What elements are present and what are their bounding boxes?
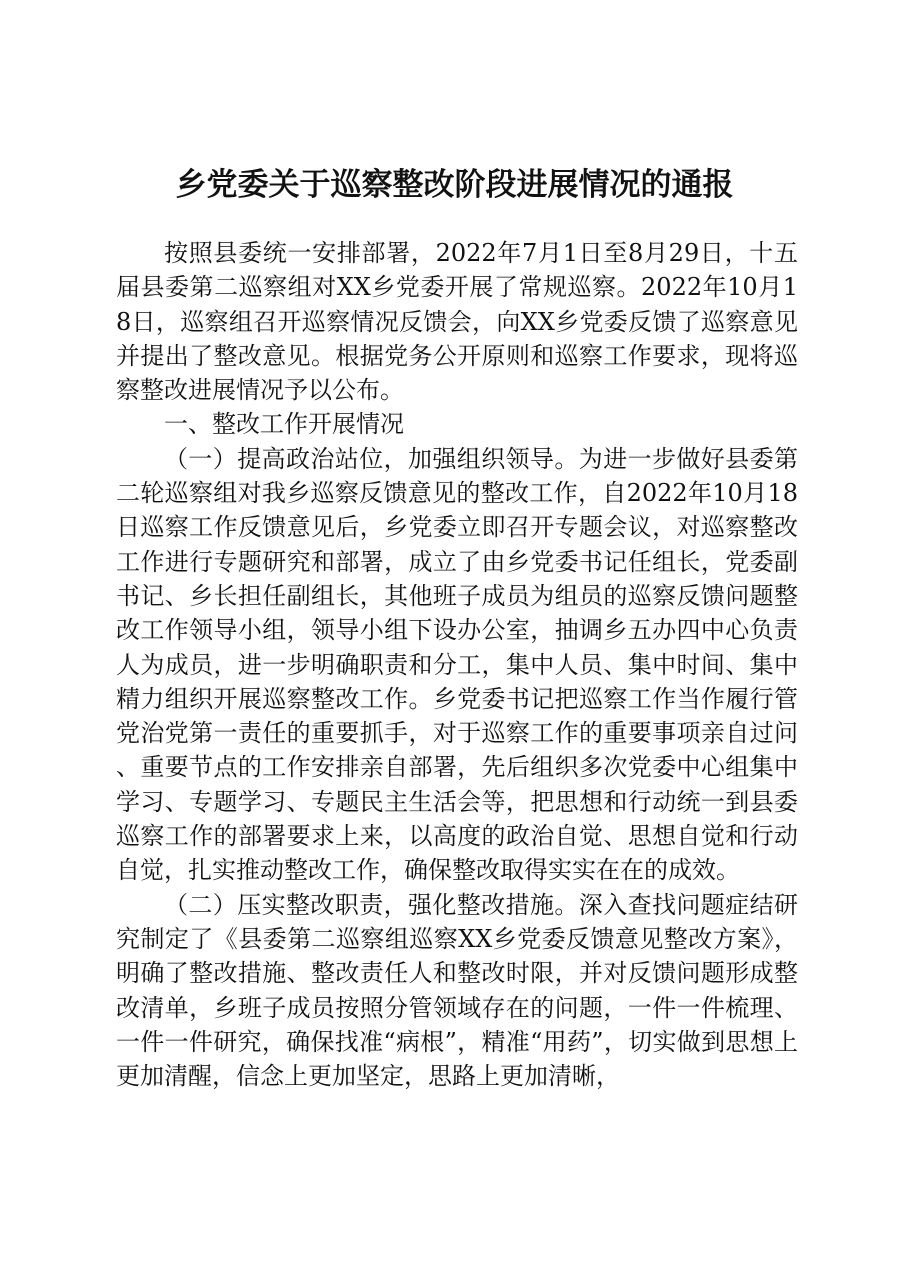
section-heading: 一、整改工作开展情况: [164, 410, 404, 439]
document-body: [116, 236, 798, 1093]
intro-paragraph: 按照县委统一安排部署，2022年7月1日至8月29日，十五届县委第二巡察组对XX乡党委开展了常规巡察。2022年10月18日，巡察组召开巡察情况反馈会，向XX乡党委反馈了巡察意见并提出了整改意见。根据党务公开原则和巡察工作要求，现将巡察整改进展情况予以公布。: [116, 239, 798, 405]
subsection-paragraph-2: （二）压实整改职责，强化整改措施。深入查找问题症结研究制定了《县委第二巡察组巡察XX乡党委反馈意见整改方案》，明确了整改措施、整改责任人和整改时限，并对反馈问题形成整改清单，乡班子成员按照分管领域存在的问题，一件一件梳理、一件一件研究，确保找准“病根”，精准“用药”，切实做到思想上更加清醒，信念上更加坚定，思路上更加清晰，: [116, 890, 798, 1091]
subsection-paragraph-1: （一）提高政治站位，加强组织领导。为进一步做好县委第二轮巡察组对我乡巡察反馈意见的整改工作，自2022年10月18日巡察工作反馈意见后，乡党委立即召开专题会议，对巡察整改工作进行专题研究和部署，成立了由乡党委书记任组长，党委副书记、乡长担任副组长，其他班子成员为组员的巡察反馈问题整改工作领导小组，领导小组下设办公室，抽调乡五办四中心负责人为成员，进一步明确职责和分工，集中人员、集中时间、集中精力组织开展巡察整改工作。乡党委书记把巡察工作当作履行管党治党第一责任的重要抓手，对于巡察工作的重要事项亲自过问、重要节点的工作安排亲自部署，先后组织多次党委中心组集中学习、专题学习、专题民主生活会等，把思想和行动统一到县委巡察工作的部署要求上来，以高度的政治自觉、思想自觉和行动自觉，扎实推动整改工作，确保整改取得实实在在的成效。: [116, 444, 798, 885]
document-title: 乡党委关于巡察整改阶段进展情况的通报: [175, 167, 734, 203]
